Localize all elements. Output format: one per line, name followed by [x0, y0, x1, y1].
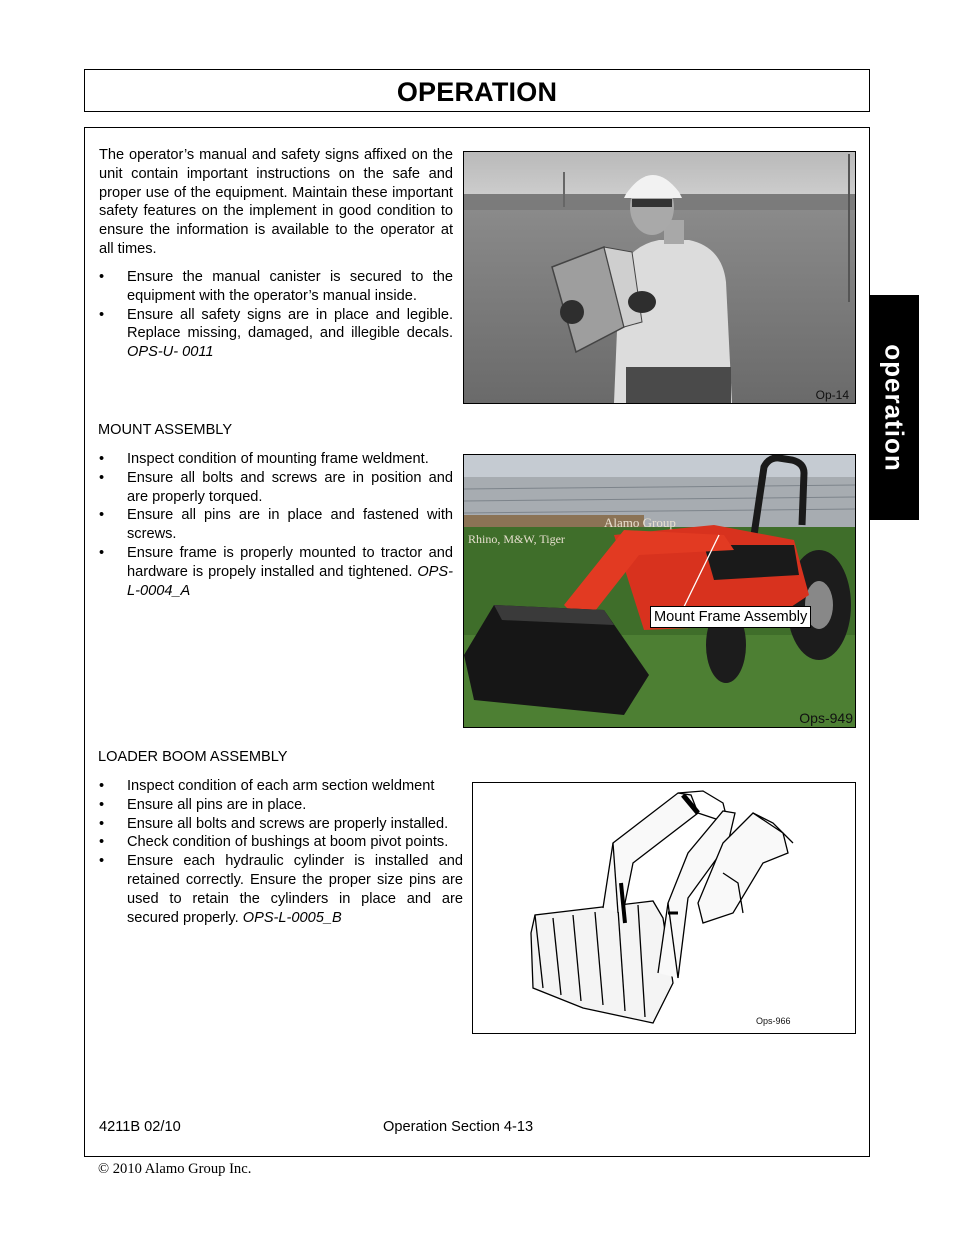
copyright: © 2010 Alamo Group Inc. — [98, 1161, 252, 1177]
reference-code: OPS-U- 0011 — [127, 344, 214, 361]
mount-frame-callout: Mount Frame Assembly — [650, 606, 811, 628]
section-tab — [869, 295, 919, 520]
figure-label: Op-14 — [815, 388, 849, 402]
loader-boom-heading: LOADER BOOM ASSEMBLY — [98, 749, 288, 765]
section-tab-label: operation — [879, 343, 910, 472]
list-item: • Ensure all pins are in place and fastened with screws. — [99, 507, 453, 543]
mount-assembly-heading: MOUNT ASSEMBLY — [98, 422, 233, 438]
tractor-loader-photo — [463, 454, 856, 728]
list-item: • Ensure all safety signs are in place and legible. Replace missing, damaged, and illegible decals. OPS-U- 0011 — [99, 306, 453, 361]
intro-paragraph: The operator’s manual and safety signs affixed on the unit contain important instructions on the safe and proper use of the equipment. Maintain these important safety features on the implement in good condition to ensure the information is available to the operator at all times. — [99, 147, 453, 257]
footer-model-date: 4211B 02/10 — [99, 1119, 181, 1135]
list-item: • Ensure all pins are in place. — [99, 796, 307, 813]
operator-reading-manual-photo — [463, 151, 856, 404]
list-item: • Ensure all bolts and screws are in position and are properly torqued. — [99, 469, 453, 505]
list-item: • Ensure frame is properly mounted to tractor and hardware is propely installed and tightened. OPS-L-0004_A — [99, 544, 453, 599]
mount-assembly-list — [99, 450, 453, 600]
sign-text: Rhino, M&W, Tiger — [468, 532, 565, 546]
loader-boom-drawing — [472, 782, 856, 1034]
list-item: • Check condition of bushings at boom pivot points. — [99, 834, 449, 851]
list-item: • Inspect condition of each arm section weldment — [99, 778, 435, 794]
list-item: • Ensure each hydraulic cylinder is installed and retained correctly. Ensure the proper size pins are used to retain the cylinders in place and are secured properly. OPS-L-0005_B — [99, 853, 463, 926]
figure-label: Ops-966 — [756, 1016, 791, 1026]
intro-bullet-list — [99, 268, 453, 362]
page-header — [84, 69, 870, 112]
list-item: • Inspect condition of mounting frame weldment. — [99, 451, 429, 467]
reference-code: OPS-L-0005_B — [242, 909, 342, 926]
reference-code: OPS-L-0004_A — [127, 563, 453, 599]
footer-section: Operation Section 4-13 — [383, 1119, 534, 1135]
figure-label: Ops-949 — [799, 710, 853, 726]
list-item: • Ensure the manual canister is secured to the equipment with the operator’s manual inside. — [99, 269, 453, 304]
page-title: OPERATION — [396, 77, 558, 107]
sign-text: Alamo Group — [604, 515, 676, 530]
loader-boom-list — [99, 777, 463, 927]
list-item: • Ensure all bolts and screws are properly installed. — [99, 815, 449, 832]
